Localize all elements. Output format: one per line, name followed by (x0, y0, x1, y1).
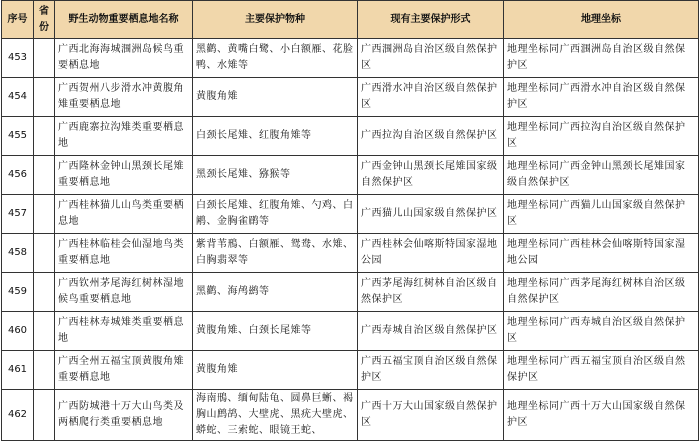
row-geo-coordinates: 地理坐标同广西五福宝顶自治区级自然保护区 (504, 351, 699, 390)
row-geo-coordinates: 地理坐标同广西十万大山国家级自然保护区 (504, 390, 699, 441)
row-seq: 459 (2, 273, 34, 312)
row-seq: 456 (2, 156, 34, 195)
row-protection-form: 广西拉沟自治区级自然保护区 (358, 117, 504, 156)
table-header-row (2, 1, 699, 39)
row-province (34, 195, 55, 234)
row-province (34, 390, 55, 441)
row-geo-coordinates: 地理坐标同广西涠洲岛自治区级自然保护区 (504, 39, 699, 78)
header-habitat-name: 野生动物重要栖息地名称 (55, 1, 193, 39)
table-row (2, 78, 699, 117)
row-protection-form: 广西涠洲岛自治区级自然保护区 (358, 39, 504, 78)
row-geo-coordinates: 地理坐标同广西猫儿山国家级自然保护区 (504, 195, 699, 234)
table-row (2, 273, 699, 312)
row-province (34, 156, 55, 195)
row-seq: 460 (2, 312, 34, 351)
row-geo-coordinates: 地理坐标同广西滑水冲自治区级自然保护区 (504, 78, 699, 117)
row-species: 黄腹角雉 (193, 351, 358, 390)
row-species: 黄腹角雉 (193, 78, 358, 117)
row-province (34, 78, 55, 117)
row-habitat-name: 广西钦州茅尾海红树林湿地候鸟重要栖息地 (55, 273, 193, 312)
table-row (2, 234, 699, 273)
row-protection-form: 广西猫儿山国家级自然保护区 (358, 195, 504, 234)
row-province (34, 312, 55, 351)
row-protection-form: 广西寿城自治区级自然保护区 (358, 312, 504, 351)
row-species: 黑颈长尾雉、猕猴等 (193, 156, 358, 195)
row-protection-form: 广西金钟山黑颈长尾雉国家级自然保护区 (358, 156, 504, 195)
row-protection-form: 广西五福宝顶自治区级自然保护区 (358, 351, 504, 390)
table-row (2, 195, 699, 234)
row-geo-coordinates: 地理坐标同广西茅尾海红树林自治区级自然保护区 (504, 273, 699, 312)
row-protection-form: 广西桂林会仙喀斯特国家湿地公园 (358, 234, 504, 273)
row-seq: 453 (2, 39, 34, 78)
row-habitat-name: 广西贺州八步滑水冲黄腹角雉重要栖息地 (55, 78, 193, 117)
row-species: 海南鳽、缅甸陆龟、圆鼻巨蜥、褐胸山鹧鸪、大壁虎、黑疣大壁虎、蟒蛇、三索蛇、眼镜王蛇、 (193, 390, 358, 441)
row-protection-form: 广西茅尾海红树林自治区级自然保护区 (358, 273, 504, 312)
habitat-table (1, 0, 699, 441)
row-geo-coordinates: 地理坐标同广西拉沟自治区级自然保护区 (504, 117, 699, 156)
row-province (34, 273, 55, 312)
table-row (2, 312, 699, 351)
table-row (2, 351, 699, 390)
row-seq: 462 (2, 390, 34, 441)
row-province (34, 351, 55, 390)
row-protection-form: 广西十万大山国家级自然保护区 (358, 390, 504, 441)
header-species: 主要保护物种 (193, 1, 358, 39)
row-geo-coordinates: 地理坐标同广西金钟山黑颈长尾雉国家级自然保护区 (504, 156, 699, 195)
row-habitat-name: 广西桂林猫儿山鸟类重要栖息地 (55, 195, 193, 234)
table-row (2, 117, 699, 156)
row-habitat-name: 广西全州五福宝顶黄腹角雉重要栖息地 (55, 351, 193, 390)
table-row (2, 39, 699, 78)
header-geo-coordinates: 地理坐标 (504, 1, 699, 39)
table-row (2, 156, 699, 195)
row-habitat-name: 广西防城港十万大山鸟类及两栖爬行类重要栖息地 (55, 390, 193, 441)
row-species: 黑鹳、黄嘴白鹭、小白额雁、花脸鸭、水雉等 (193, 39, 358, 78)
header-province: 省份 (34, 1, 55, 39)
row-habitat-name: 广西北海海城涠洲岛候鸟重要栖息地 (55, 39, 193, 78)
row-province (34, 39, 55, 78)
row-geo-coordinates: 地理坐标同广西寿城自治区级自然保护区 (504, 312, 699, 351)
row-species: 紫背苇鳽、白额雁、鸳鸯、水雉、白胸翡翠等 (193, 234, 358, 273)
row-species: 黄腹角雉、白颈长尾雉等 (193, 312, 358, 351)
row-species: 白颈长尾雉、红腹角雉等 (193, 117, 358, 156)
header-seq: 序号 (2, 1, 34, 39)
row-habitat-name: 广西桂林临桂会仙湿地鸟类重要栖息地 (55, 234, 193, 273)
row-habitat-name: 广西桂林寿城雉类重要栖息地 (55, 312, 193, 351)
row-province (34, 117, 55, 156)
row-geo-coordinates: 地理坐标同广西桂林会仙喀斯特国家湿地公园 (504, 234, 699, 273)
row-species: 白颈长尾雉、红腹角雉、勺鸡、白鹇、金胸雀鹛等 (193, 195, 358, 234)
header-protection-form: 现有主要保护形式 (358, 1, 504, 39)
row-protection-form: 广西滑水冲自治区级自然保护区 (358, 78, 504, 117)
row-seq: 455 (2, 117, 34, 156)
row-habitat-name: 广西隆林金钟山黑颈长尾雉重要栖息地 (55, 156, 193, 195)
row-seq: 458 (2, 234, 34, 273)
row-species: 黑鹳、海鸬鹚等 (193, 273, 358, 312)
row-seq: 457 (2, 195, 34, 234)
row-seq: 461 (2, 351, 34, 390)
row-seq: 454 (2, 78, 34, 117)
row-province (34, 234, 55, 273)
row-habitat-name: 广西鹿寨拉沟雉类重要栖息地 (55, 117, 193, 156)
table-row (2, 390, 699, 441)
